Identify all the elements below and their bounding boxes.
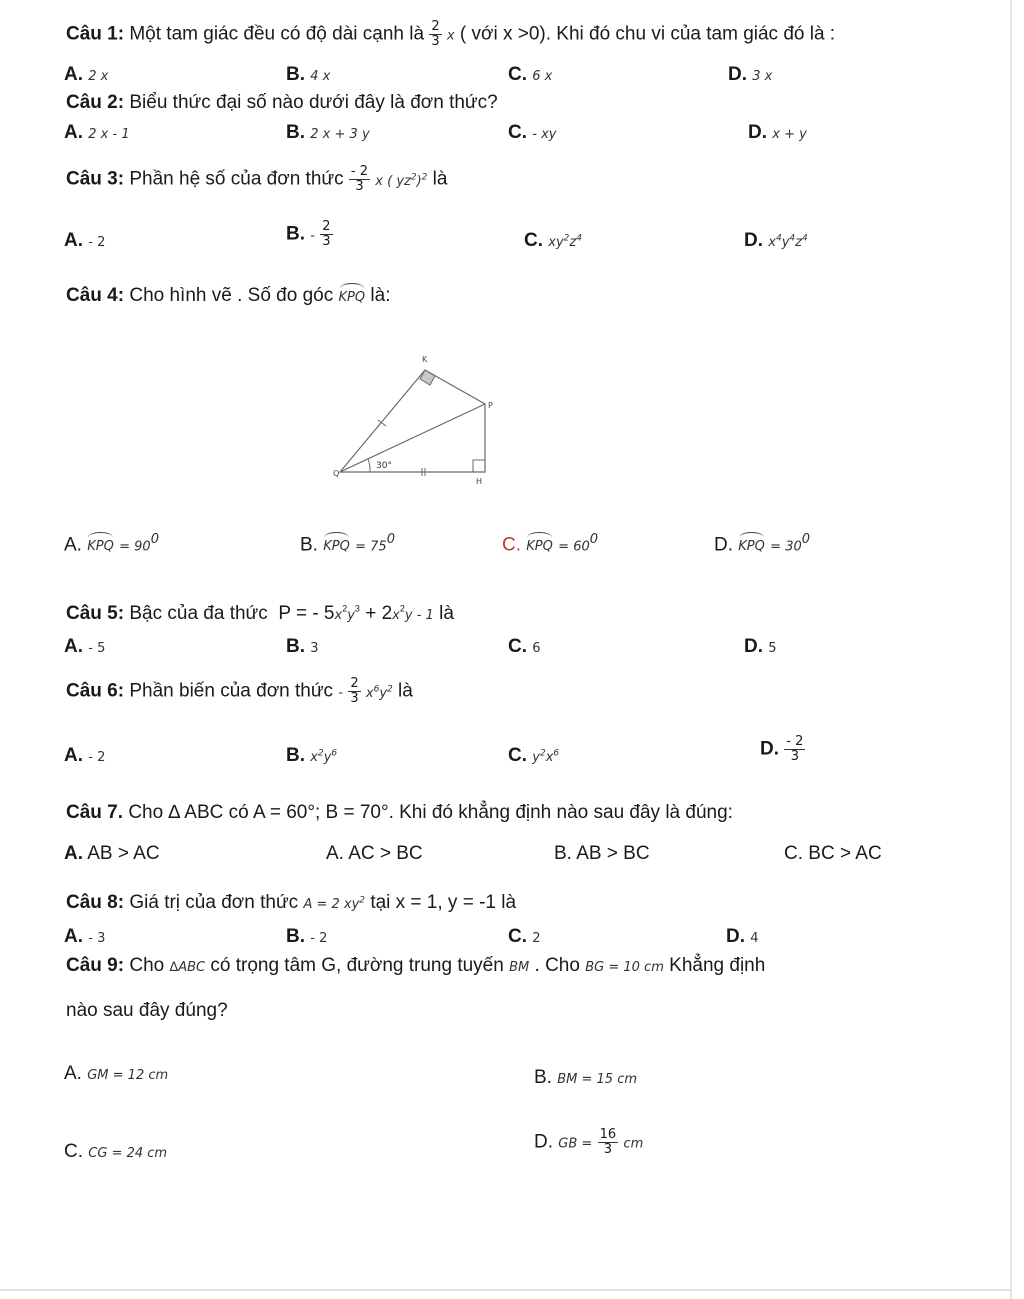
option-c[interactable]: C. KPQ = $60^0$	[502, 532, 599, 556]
figure-right-angle-k	[420, 370, 435, 385]
option-a[interactable]: A. KPQ = $90^0$	[64, 532, 159, 556]
question-2	[66, 92, 498, 114]
option-b[interactable]: B. - $\frac{2}{3}$	[286, 219, 331, 249]
math-expr: $x^6y^2$	[365, 684, 393, 701]
figure-quadrilateral	[340, 370, 485, 472]
polynomial: P = - $5x^2y^3 + 2x^2y - 1$	[278, 603, 434, 624]
figure-right-angle-h	[473, 460, 485, 472]
figure-diagonal-qp	[340, 404, 485, 472]
option-d[interactable]: D. $x^4y^4z^4$	[744, 230, 808, 251]
math-var: x	[446, 28, 455, 44]
option-d[interactable]: D. 3 x	[728, 64, 773, 85]
option-c[interactable]: C. - xy	[508, 122, 557, 143]
option-a[interactable]: A. - 5	[64, 636, 106, 657]
question-3	[66, 165, 447, 194]
option-c[interactable]: C. 6	[508, 636, 541, 657]
option-a[interactable]: A. - 2	[64, 745, 106, 766]
question-text: Phần biến của đơn thức	[129, 680, 334, 702]
question-5	[66, 603, 454, 625]
option-b[interactable]: B. $x^2y^6$	[286, 745, 338, 766]
question-label: Câu 3:	[66, 168, 125, 190]
question-text: Phần hệ số của đơn thức	[129, 168, 344, 190]
option-a[interactable]: A. GM = 12 cm	[64, 1063, 169, 1084]
question-label: Câu 9:	[66, 955, 125, 976]
option-d[interactable]: D. KPQ = $30^0$	[714, 532, 811, 556]
question-text: . Cho	[534, 955, 580, 976]
option-a[interactable]: A. - 2	[64, 230, 106, 251]
option-a[interactable]: A. 2 x	[64, 64, 109, 85]
question-text: là	[398, 680, 413, 702]
question-text: là	[439, 603, 454, 624]
question-text: Khẳng định	[669, 955, 766, 976]
option-a[interactable]: A. 2 x - 1	[64, 122, 130, 143]
question-1	[66, 20, 835, 49]
question-text: là	[432, 168, 448, 190]
question-label: Câu 5:	[66, 603, 125, 624]
figure-label-k: K	[422, 355, 428, 364]
question-text: là:	[370, 285, 391, 306]
option-a[interactable]: A. - 3	[64, 926, 106, 947]
question-label: Câu 2:	[66, 92, 125, 113]
question-4	[66, 285, 390, 307]
option-d[interactable]: D. 5	[744, 636, 777, 657]
math-expr: ∆ABC	[169, 960, 206, 975]
fraction: $\frac{2}{3}$	[350, 676, 359, 706]
option-d[interactable]: D. $\frac{- 2}{3}$	[760, 734, 804, 764]
question-text: tại x = 1, y = -1 là	[370, 892, 517, 913]
question-label: Câu 1:	[66, 23, 125, 45]
figure-label-h: H	[476, 477, 483, 486]
option-d[interactable]: D. x + y	[748, 122, 807, 143]
question-9	[66, 955, 765, 977]
question-text: Cho	[129, 955, 165, 976]
question-text: Cho ∆ ABC có A = 60°; B = 70°. Khi đó khẳng định nào sau đây là đúng:	[128, 802, 733, 823]
option-c[interactable]: C. BC > AC	[784, 843, 882, 864]
question-label: Câu 7.	[66, 802, 124, 823]
question-text: Biểu thức đại số nào dưới đây là đơn thức?	[129, 92, 498, 113]
option-c[interactable]: C. $y^2x^6$	[508, 745, 560, 766]
option-a[interactable]: A. AB > AC	[64, 843, 160, 864]
option-d[interactable]: D. 4	[726, 926, 759, 947]
triangle-figure	[330, 352, 510, 487]
question-text: Bậc của đa thức	[129, 603, 268, 624]
question-6: Câu 6: Phần biến của đơn thức - $\frac{2}{3}$ $x^6y^2$ là	[66, 676, 413, 706]
question-8	[66, 892, 516, 914]
option-c[interactable]: C. 2	[508, 926, 541, 947]
option-d[interactable]: D. GB = $\frac{16}{3}$ cm	[534, 1127, 644, 1157]
angle-notation: KPQ	[338, 290, 366, 305]
question-text: Cho hình vẽ . Số đo góc	[129, 285, 334, 306]
figure-angle-label: 30°	[376, 461, 392, 471]
math-expr: x ( $yz^2)^2$	[375, 172, 428, 189]
question-text: có trọng tâm G, đường trung tuyến	[210, 955, 504, 976]
question-label: Câu 8:	[66, 892, 125, 913]
fraction: $\frac{2}{3}$	[431, 19, 440, 49]
page-bottom-edge	[0, 1289, 1010, 1291]
option-b[interactable]: B. 2 x + 3 y	[286, 122, 370, 143]
question-text: Giá trị của đơn thức	[129, 892, 299, 913]
question-text: Một tam giác đều có độ dài cạnh là	[129, 23, 425, 45]
option-b[interactable]: B. BM = 15 cm	[534, 1067, 638, 1088]
option-b[interactable]: B. 4 x	[286, 64, 331, 85]
option-b[interactable]: B. - 2	[286, 926, 328, 947]
figure-label-p: P	[488, 401, 493, 410]
question-text: ( với x >0). Khi đó chu vi của tam giác đó là :	[459, 23, 836, 45]
fraction: $\frac{- 2}{3}$	[350, 164, 369, 194]
option-a-2[interactable]: A. AC > BC	[326, 843, 423, 864]
option-b[interactable]: B. KPQ = $75^0$	[300, 532, 395, 556]
option-b[interactable]: B. 3	[286, 636, 319, 657]
option-c[interactable]: C. 6 x	[508, 64, 553, 85]
question-label: Câu 4:	[66, 285, 125, 306]
option-c[interactable]: C. CG = 24 cm	[64, 1141, 168, 1162]
math-expr: A = 2 $xy^2$	[303, 895, 366, 912]
math-expr: BM	[509, 960, 530, 975]
page-right-edge	[1010, 0, 1012, 1299]
math-expr: BG = 10 cm	[585, 960, 664, 975]
question-9-line-2: nào sau đây đúng?	[66, 1000, 228, 1021]
figure-label-q: Q	[333, 469, 340, 478]
question-label: Câu 6:	[66, 680, 125, 702]
option-b[interactable]: B. AB > BC	[554, 843, 650, 864]
option-c[interactable]: C. $xy^2z^4$	[524, 230, 582, 251]
question-7	[66, 802, 733, 824]
figure-angle-arc	[368, 459, 370, 472]
